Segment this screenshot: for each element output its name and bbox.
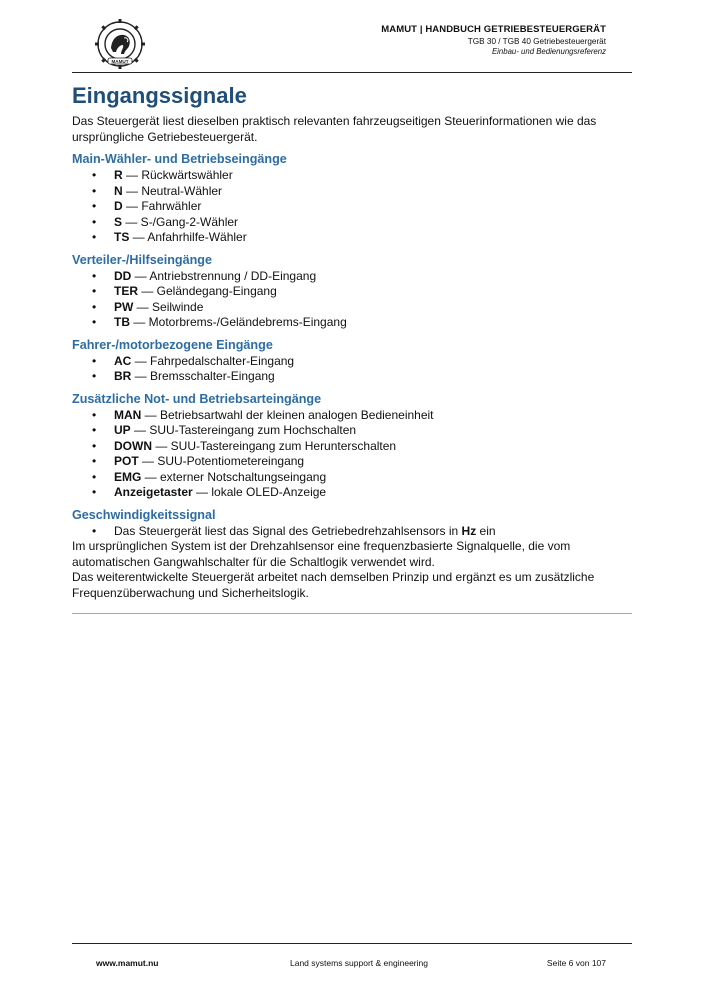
page-title: Eingangssignale [72, 83, 247, 108]
list-item: • DD — Antriebstrennung / DD-Eingang [114, 269, 632, 285]
list-item: • EMG — externer Notschaltungseingang [114, 470, 632, 486]
list-item: • MAN — Betriebsartwahl der kleinen analogen Bedieneinheit [114, 408, 632, 424]
list-item: • BR — Bremsschalter-Eingang [114, 369, 632, 385]
list-item: • AC — Fahrpedalschalter-Eingang [114, 354, 632, 370]
section-heading-emergency: Zusätzliche Not- und Betriebsarteingänge [72, 391, 322, 406]
intro-paragraph: Das Steuergerät liest dieselben praktisch relevanten fahrzeugseitigen Steuerinformationen wie das ursprüngliche Getriebesteuergerät. [72, 114, 597, 144]
list-item: • TB — Motorbrems-/Geländebrems-Eingang [114, 315, 632, 331]
list-driver-engine [72, 354, 632, 385]
section-heading-transfer: Verteiler-/Hilfseingänge [72, 252, 212, 267]
footer-website: www.mamut.nu [96, 958, 159, 968]
main-content [72, 82, 632, 601]
speed-paragraph-2: Das weiterentwickelte Steuergerät arbeitet nach demselben Prinzip und ergänzt es um zusätzliche Frequenzüberwachung und Sicherheitslogik. [72, 570, 595, 600]
list-item: • TS — Anfahrhilfe-Wähler [114, 230, 632, 246]
list-item: • UP — SUU-Tastereingang zum Hochschalten [114, 423, 632, 439]
list-item: • Das Steuergerät liest das Signal des Getriebedrehzahlsensors in Hz ein [114, 524, 632, 540]
header-subtitle-2: Einbau- und Bedienungsreferenz [491, 47, 606, 56]
header-text [381, 24, 606, 56]
header-title: MAMUT | HANDBUCH GETRIEBESTEUERGERÄT [381, 24, 606, 35]
content-end-divider [72, 613, 632, 614]
speed-paragraph-1: Im ursprünglichen System ist der Drehzahlsensor eine frequenzbasierte Signalquelle, die vom automatischen Gangwahlschalter für die Schaltlogik verwendet wird. [72, 539, 571, 569]
section-heading-main-selector: Main-Wähler- und Betriebseingänge [72, 152, 287, 166]
list-item: • TER — Geländegang-Eingang [114, 284, 632, 300]
list-item: • POT — SUU-Potentiometereingang [114, 454, 632, 470]
section-heading-driver-engine: Fahrer-/motorbezogene Eingänge [72, 337, 273, 352]
footer-page-number: Seite 6 von 107 [546, 958, 606, 968]
list-item: • S — S-/Gang-2-Wähler [114, 215, 632, 231]
list-item: • N — Neutral-Wähler [114, 184, 632, 200]
section-heading-speed-signal: Geschwindigkeitssignal [72, 507, 216, 522]
svg-text:MAMUT: MAMUT [111, 58, 129, 64]
mamut-logo [94, 18, 146, 70]
list-main-selector [72, 168, 632, 246]
page-header [72, 14, 632, 72]
list-item: • D — Fahrwähler [114, 199, 632, 215]
list-speed-signal [72, 524, 632, 540]
list-transfer [72, 269, 632, 331]
list-emergency [72, 408, 632, 501]
header-divider [72, 72, 632, 73]
header-subtitle: TGB 30 / TGB 40 Getriebesteuergerät [467, 37, 606, 46]
list-item: • PW — Seilwinde [114, 300, 632, 316]
list-item: • DOWN — SUU-Tastereingang zum Herunterschalten [114, 439, 632, 455]
list-item: • R — Rückwärtswähler [114, 168, 632, 184]
footer-divider [72, 943, 632, 944]
footer-tagline: Land systems support & engineering [290, 958, 428, 968]
list-item: • Anzeigetaster — lokale OLED-Anzeige [114, 485, 632, 501]
